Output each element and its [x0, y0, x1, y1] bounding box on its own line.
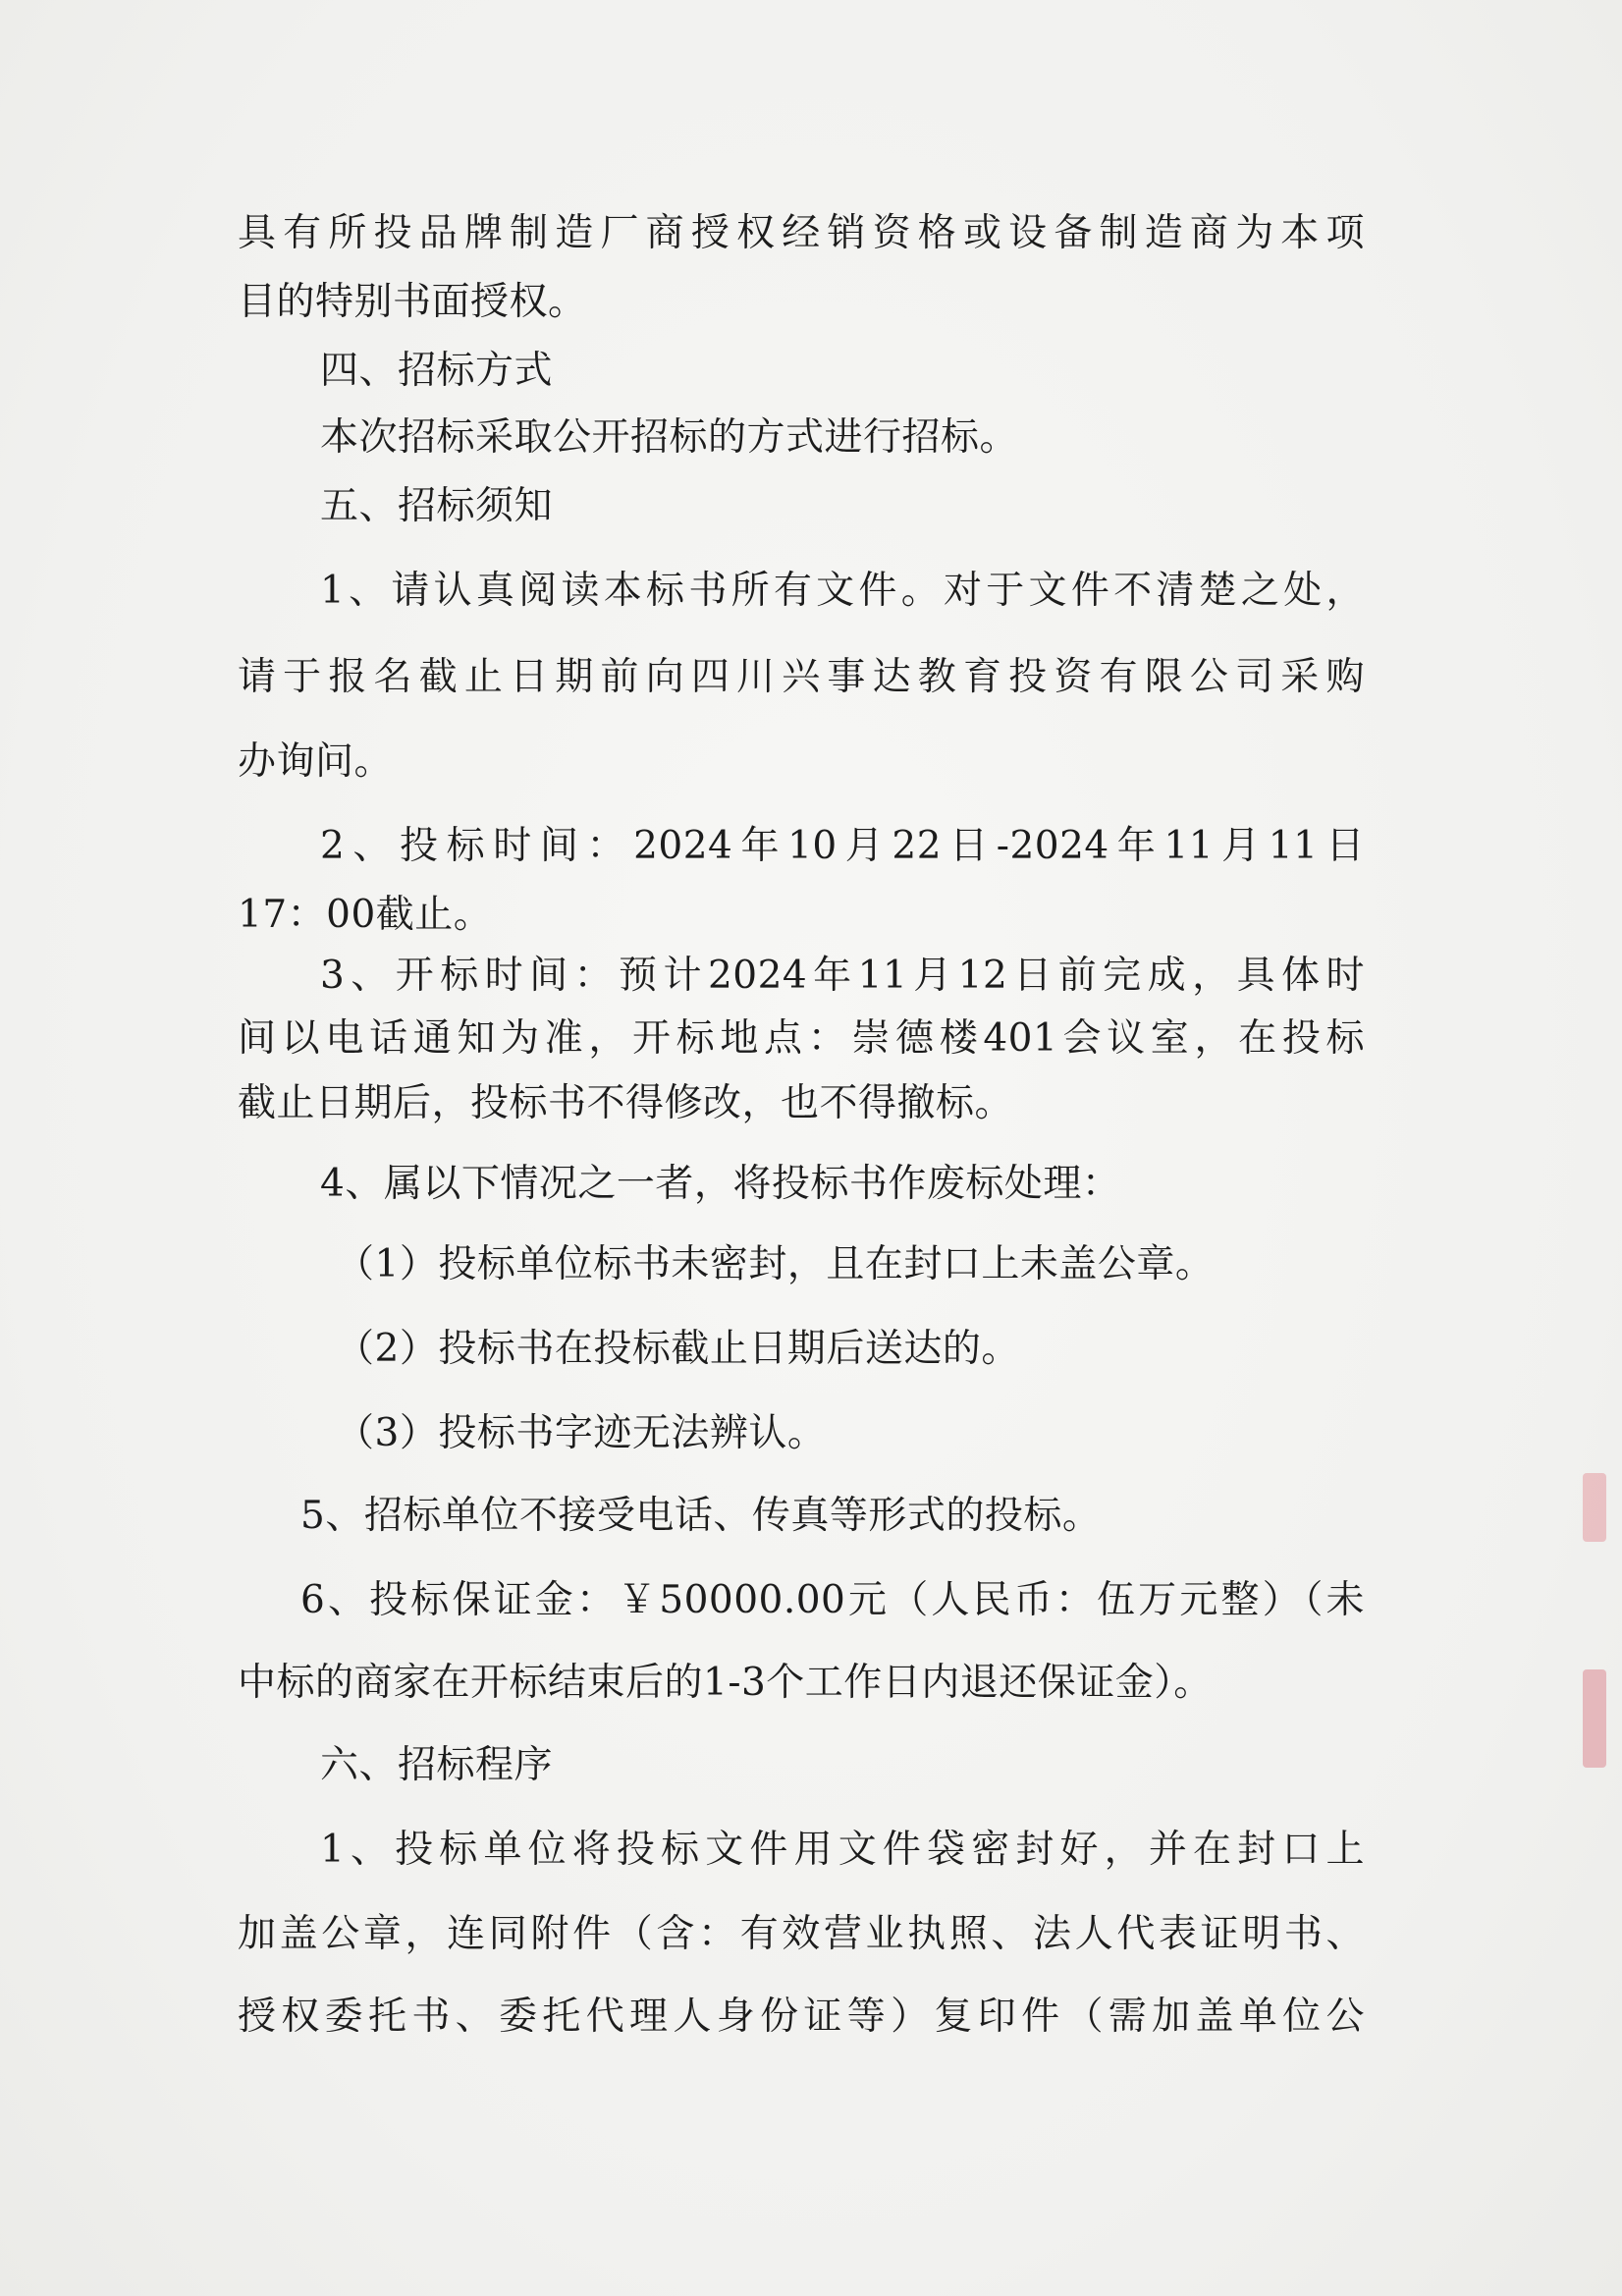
- paragraph-line: 中标的商家在开标结束后的1-3个工作日内退还保证金）。: [238, 1661, 1213, 1705]
- paragraph-line: 本次招标采取公开招标的方式进行招标。: [320, 415, 1019, 460]
- sub-list-item: （3）投标书字迹无法辨认。: [336, 1411, 827, 1455]
- seal-fragment-mark: [1583, 1473, 1606, 1542]
- seal-fragment-mark: [1583, 1669, 1606, 1768]
- paragraph-line: 办询问。: [238, 739, 394, 784]
- paragraph-line: 目的特别书面授权。: [238, 280, 587, 324]
- list-item: 6、投标保证金：￥50000.00元（人民币：伍万元整）（未: [300, 1578, 1365, 1622]
- section-heading: 五、招标须知: [320, 484, 554, 528]
- paragraph-line: 具有所投品牌制造厂商授权经销资格或设备制造商为本项: [238, 211, 1365, 255]
- list-item: 2、投标时间：2024年10月22日-2024年11月11日: [320, 824, 1365, 868]
- paragraph-line: 17：00截止。: [238, 893, 493, 937]
- section-heading: 六、招标程序: [320, 1743, 554, 1787]
- paragraph-line: 加盖公章，连同附件（含：有效营业执照、法人代表证明书、: [238, 1912, 1365, 1956]
- paragraph-line: 授权委托书、委托代理人身份证等）复印件（需加盖单位公: [238, 1995, 1365, 2039]
- paragraph-line: 间以电话通知为准，开标地点：崇德楼401会议室，在投标: [238, 1016, 1365, 1061]
- sub-list-item: （1）投标单位标书未密封，且在封口上未盖公章。: [336, 1242, 1215, 1286]
- list-item: 1、投标单位将投标文件用文件袋密封好，并在封口上: [320, 1828, 1365, 1872]
- sub-list-item: （2）投标书在投标截止日期后送达的。: [336, 1327, 1020, 1371]
- list-item: 5、招标单位不接受电话、传真等形式的投标。: [300, 1494, 1102, 1538]
- list-item: 4、属以下情况之一者，将投标书作废标处理：: [320, 1162, 1121, 1206]
- list-item: 1、请认真阅读本标书所有文件。对于文件不清楚之处，: [320, 569, 1365, 613]
- list-item: 3、开标时间：预计2024年11月12日前完成，具体时: [320, 954, 1365, 998]
- section-heading: 四、招标方式: [320, 349, 554, 393]
- paragraph-line: 截止日期后，投标书不得修改，也不得撤标。: [238, 1081, 1014, 1125]
- paragraph-line: 请于报名截止日期前向四川兴事达教育投资有限公司采购: [238, 655, 1365, 699]
